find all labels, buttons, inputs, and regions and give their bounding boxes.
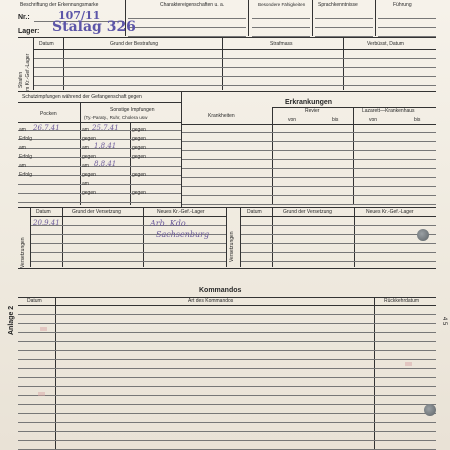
header-divider [375, 0, 376, 36]
strafen-label-2: im Kr.-Gef.-Lager [25, 53, 31, 92]
impf-extra-label: gegen [132, 127, 146, 133]
lazarett-bis: bis [414, 117, 421, 123]
charakter-lines [128, 10, 246, 37]
impf-extra-label: gegen [132, 136, 146, 142]
impf-row-right-label: gegen [82, 172, 96, 178]
erkrankungen-title: Erkrankungen [285, 99, 333, 106]
versetzungen-label-right: Versetzungen [229, 231, 235, 262]
lazarett-von: von [369, 117, 378, 123]
impf-row-right-value: 25.7.41 [92, 124, 119, 132]
versetz-left-col-datum: Datum [36, 209, 51, 215]
pocken-label: Pocken [40, 111, 57, 117]
revier-bis: bis [332, 117, 339, 123]
strafen-side-label-2 [25, 54, 31, 92]
versetz-left-col-lager: Neues Kr.-Gef.-Lager [157, 209, 205, 215]
impf-extra-label: gegen [132, 172, 146, 178]
versetz-entry-datum: 20.9.41 [33, 219, 60, 227]
kommandos-col-rueckkehr: Rückkehrdatum [384, 298, 420, 304]
versetz-right-col-lager: Neues Kr.-Gef.-Lager [366, 209, 414, 215]
strafen-col-verbuesst: Verbüsst, Datum [367, 41, 404, 47]
impf-extra-label: gegen [132, 190, 146, 196]
strafen-col-datum: Datum [39, 41, 54, 47]
anlage-label: Anlage 2 [8, 305, 15, 335]
sonstige-sub-label: (Ty.-Paraty., Ruhr, Cholera usw [84, 115, 148, 120]
header-divider [248, 0, 249, 36]
rust-stain [38, 392, 45, 396]
versetzungen-right-side-label [229, 231, 235, 262]
impf-row-left-label: Erfolg [19, 154, 33, 160]
sprachkenntnisse-label: Sprachkenntnisse [318, 2, 358, 8]
lazarett-label: Lazarett—Krankenhaus [362, 108, 415, 114]
impf-row-left-label: am [19, 145, 26, 151]
nr-label: Nr.: [18, 14, 30, 21]
impf-row-right-label: am [82, 127, 89, 133]
versetz-right-col-datum: Datum [247, 209, 262, 215]
krankheiten-label: Krankheiten [208, 113, 235, 119]
impf-row-right-value: 1.8.41 [94, 142, 117, 150]
impf-extra-label: gegen [132, 154, 146, 160]
erkrankungen-line [272, 107, 436, 108]
kommandos-col-art: Art des Kommandos [188, 298, 234, 304]
impf-row-right-label: am [82, 163, 89, 169]
impf-row-right-label: gegen [82, 154, 96, 160]
impf-row-right-label: gegen [82, 136, 96, 142]
revier-label: Revier [305, 108, 320, 114]
impf-extra-label: gegen [132, 145, 146, 151]
versetz-left-col-grund: Grund der Versetzung [72, 209, 121, 215]
impf-row-right-label: am [82, 145, 89, 151]
impf-row-right-value: 8.8.41 [94, 160, 117, 168]
impf-row-left-label: am [19, 127, 26, 133]
versetz-entry-lager: Arb. Kdo. [150, 219, 189, 228]
page-mark: 4 5 [441, 316, 448, 326]
kommandos-lines [18, 306, 436, 450]
erkrankungen-lines [182, 124, 436, 205]
rust-stain [40, 327, 47, 331]
charakter-label: Charaktereigenschaften u. a. [160, 2, 225, 8]
strafen-col-grund: Grund der Bestrafung [110, 41, 159, 47]
impf-row-left-label: Erfolg [19, 172, 33, 178]
impfungen-line [18, 102, 181, 103]
versetz-divider [226, 207, 227, 267]
rust-stain [405, 362, 412, 366]
nr-value: 107/11 [58, 9, 101, 22]
versetz-right-col-grund: Grund der Versetzung [283, 209, 332, 215]
fuehrung-label: Führung [393, 2, 412, 8]
faehigkeiten-lines [252, 10, 310, 37]
section-divider [18, 91, 436, 92]
impf-row-left-label: Erfolg [19, 136, 33, 142]
kommandos-title: Kommandos [199, 287, 242, 294]
lager-stamp: Stalag 326 [52, 19, 136, 35]
revier-von: von [288, 117, 297, 123]
punch-hole [417, 229, 429, 241]
impf-row-left-label: am [19, 163, 26, 169]
versetzungen-label-left: Versetzungen [20, 237, 26, 268]
punch-hole [424, 404, 436, 416]
strafen-lines [34, 50, 436, 86]
impf-row-right-label: gegen [82, 190, 96, 196]
strafen-col-strafmass: Strafmass [270, 41, 293, 47]
kommandos-col-datum: Datum [27, 298, 42, 304]
section-divider [18, 37, 436, 38]
versetzungen-left-side-label [20, 237, 26, 268]
anlage-side-label [8, 306, 15, 335]
erkennungsmarke-label: Beschriftung der Erkennungsmarke [20, 2, 99, 8]
strafen-side-label [18, 72, 24, 88]
versetz-right-lines [241, 217, 436, 262]
impfungen-title: Schutzimpfungen während der Gefangenschaft gegen [22, 94, 142, 100]
faehigkeiten-label: Besondere Fähigkeiten [258, 2, 306, 7]
versetz-entry-lager-2: Sachsenburg [156, 230, 210, 239]
impf-row-left-value: 26.7.41 [33, 124, 60, 132]
sprachkenntnisse-lines [315, 10, 373, 37]
impf-row-right-label: am [82, 181, 89, 187]
section-divider [18, 207, 436, 208]
strafen-label: Strafen [18, 71, 24, 88]
fuehrung-lines [378, 10, 436, 37]
versetz-left-lines [31, 217, 226, 262]
header-divider [312, 0, 313, 36]
sonstige-label: Sonstige Impfungen [110, 107, 155, 113]
lager-label: Lager: [18, 28, 40, 35]
section-divider [18, 268, 436, 269]
